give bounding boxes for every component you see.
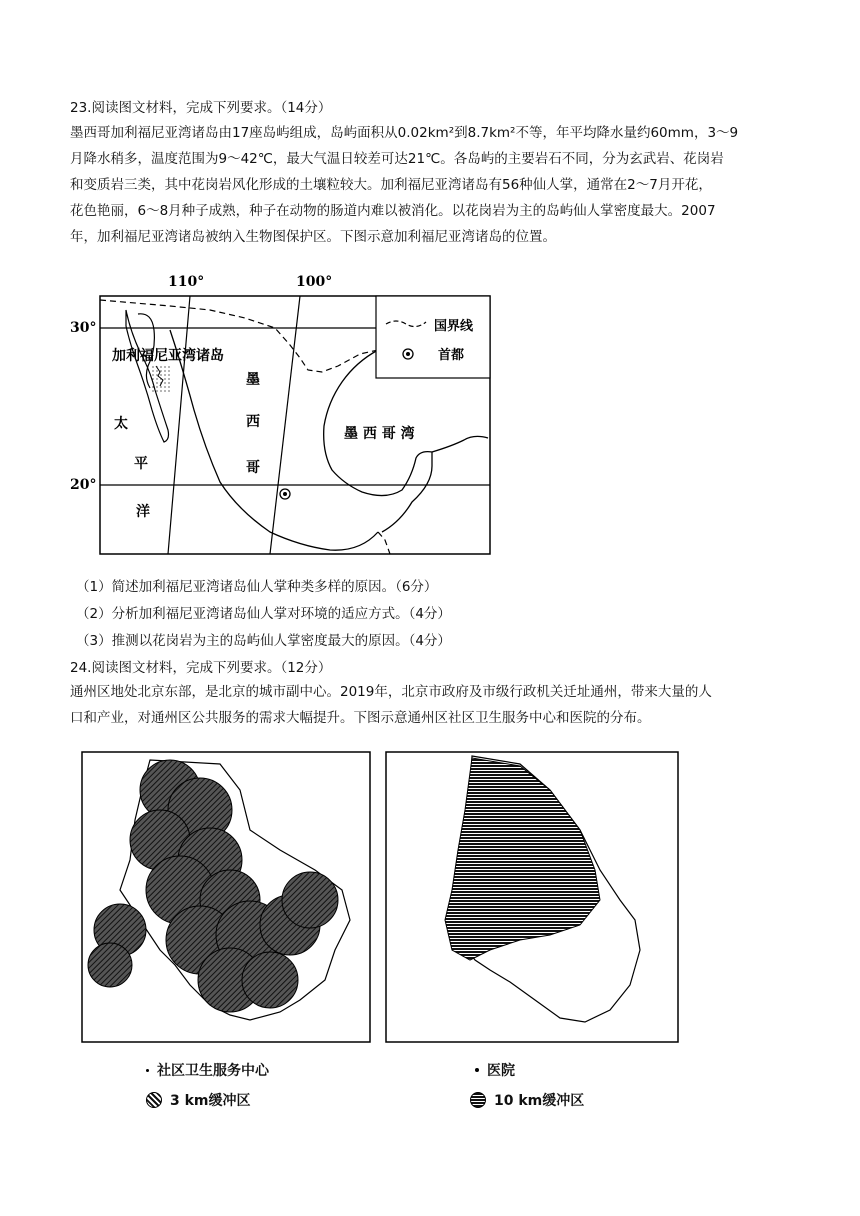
hatched-circle-icon [146,1092,162,1108]
lon-100-label: 100° [296,274,333,290]
pacific-char-3: 洋 [136,504,150,520]
pacific-char-1: 太 [114,416,128,432]
striped-circle-icon [470,1092,486,1108]
map-legend-box [376,296,490,378]
q23-line: 年，加利福尼亚湾诸岛被纳入生物图保护区。下图示意加利福尼亚湾诸岛的位置。 [70,229,556,245]
right-buffer-zone [445,758,600,960]
q23-subq-1: （1）简述加利福尼亚湾诸岛仙人掌种类多样的原因。（6分） [76,579,438,595]
q23-paragraph [70,120,796,250]
islands-label: 加利福尼亚湾诸岛 [112,348,224,364]
legend-community-center [146,1060,269,1080]
q24-paragraph [70,679,796,731]
point-icon [475,1068,479,1072]
lon-110-label: 110° [168,274,205,290]
q24-title: 24.阅读图文材料，完成下列要求。（12分） [70,660,332,676]
tongzhou-figure [80,750,720,1050]
legend-hospital [475,1060,515,1080]
legend-3km-buffer [146,1090,251,1110]
mexico-char-3: 哥 [246,460,260,476]
legend-10km-buffer-label: 10 km缓冲区 [494,1093,585,1109]
legend-hospital-label: 医院 [487,1063,515,1079]
lat-20-label: 20° [70,477,97,493]
q24-line: 口和产业，对通州区公共服务的需求大幅提升。下图示意通州区社区卫生服务中心和医院的分布。 [70,710,651,726]
q23-line: 和变质岩三类，其中花岗岩风化形成的土壤粒较大。加利福尼亚湾诸岛有56种仙人掌，通常在2～7月开花， [70,177,712,193]
point-icon [146,1069,149,1072]
mexico-char-2: 西 [246,414,260,430]
q23-subq-3: （3）推测以花岗岩为主的岛屿仙人掌密度最大的原因。（4分） [76,633,451,649]
left-buffer-zones [88,760,338,1012]
gulf-map-svg [60,270,500,565]
q23-line: 花色艳丽，6～8月种子成熟，种子在动物的肠道内难以被消化。以花岗岩为主的岛屿仙人掌密度最大。2007 [70,203,716,219]
q23-subq-2: （2）分析加利福尼亚湾诸岛仙人掌对环境的适应方式。（4分） [76,606,451,622]
mexico-char-1: 墨 [246,372,260,388]
national-border-south [378,532,390,554]
yucatan-coast [432,436,488,452]
gulf-map-figure [60,270,500,565]
q23-line: 墨西哥加利福尼亚湾诸岛由17座岛屿组成，岛屿面积从0.02km²到8.7km²不等，年平均降水量约60mm，3～9 [70,125,739,141]
q23-line: 月降水稍多，温度范围为9～42℃，最大气温日较差可达21℃。各岛屿的主要岩石不同，分为玄武岩、花岗岩 [70,151,724,167]
longitude-100-line [270,296,300,554]
legend-border-label: 国界线 [434,319,474,334]
gulf-of-mexico-label: 墨 西 哥 湾 [344,426,415,442]
legend-capital-label: 首都 [438,348,465,363]
legend-3km-buffer-label: 3 km缓冲区 [170,1093,251,1109]
pacific-char-2: 平 [134,456,148,472]
capital-dot [283,492,287,496]
lat-30-label: 30° [70,320,97,336]
q23-title: 23.阅读图文材料，完成下列要求。（14分） [70,100,332,116]
legend-10km-buffer [470,1090,584,1110]
q24-line: 通州区地处北京东部，是北京的城市副中心。2019年，北京市政府及市级行政机关迁址通州，带来大量的人 [70,684,712,700]
legend-community-center-label: 社区卫生服务中心 [157,1063,269,1079]
tongzhou-maps-svg [80,750,720,1050]
